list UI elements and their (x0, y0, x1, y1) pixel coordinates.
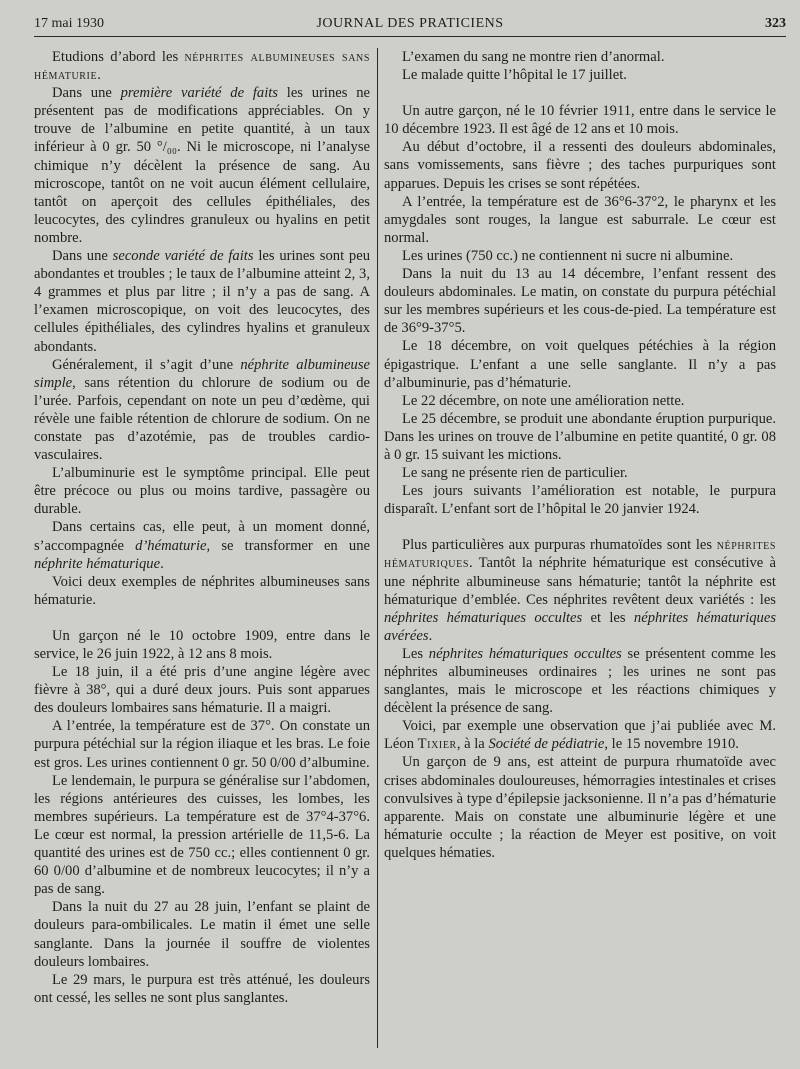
column-divider (377, 48, 378, 1048)
paragraph: A l’entrée, la température est de 37°. On constate un purpura pétéchial sur la région iliaque et les bras. Le foie est gros. Les urines contiennent 0 gr. 50 0/00 d’albumine. (34, 718, 370, 771)
paragraph: Le malade quitte l’hôpital le 17 juillet. (402, 67, 627, 84)
paragraph: Dans certains cas, elle peut, à un moment donné, s’accompagnée d’hématurie, se transformer en une néphrite hématurique. (34, 519, 370, 572)
paragraph: Le sang ne présente rien de particulier. (402, 465, 628, 482)
paragraph: Au début d’octobre, il a ressenti des douleurs abdominales, sans vomissements, sans fièvre ; des taches purpuriques sont apparues. Depuis les crises se sont répétées. (384, 139, 776, 192)
paragraph: Dans la nuit du 13 au 14 décembre, l’enfant ressent des douleurs abdominales. Le matin, on constate du purpura pétéchial sur les membres supérieurs et les cous-de-pied. La température est de 36°9-37°5. (384, 266, 776, 337)
paragraph: Un garçon né le 10 octobre 1909, entre dans le service, le 26 juin 1922, à 12 ans 8 mois. (34, 627, 370, 662)
paragraph: A l’entrée, la température est de 36°6-37°2, le pharynx et les amygdales sont rouges, la langue est saburrale. Le cœur est normal. (384, 193, 776, 246)
paragraph: Voici deux exemples de néphrites albumineuses sans hématurie. (34, 573, 370, 608)
paragraph: Le lendemain, le purpura se généralise sur l’abdomen, les régions antérieures des cuisses, les lombes, les membres supérieurs. La température est de 37°4-37°6. Le cœur est normal, la pression artérielle de 11,5-6. La quantité des urines est de 750 cc.; elles contiennent 0 gr. 60 0/00 d’albumine et de nombreux leucocytes; il n’y a pas de sang. (34, 772, 370, 898)
right-column (384, 48, 776, 862)
paragraph: Etudions d’abord les néphrites albumineuses sans hématurie. (34, 49, 370, 84)
paragraph: Dans une seconde variété de faits les urines sont peu abondantes et troubles ; le taux de l’albumine atteint 2, 3, 4 grammes et plus par litre ; il n’y a pas de sang. A l’examen microscopique, on voit des leucocytes, des cellules épithéliales, des cylindres hyalins et granuleux abondants. (34, 248, 370, 355)
paragraph: Les urines (750 cc.) ne contiennent ni sucre ni albumine. (402, 247, 734, 264)
paragraph: Voici, par exemple une observation que j’ai publiée avec M. Léon Tixier, à la Société de pédiatrie, le 15 novembre 1910. (384, 718, 776, 753)
paragraph: Un garçon de 9 ans, est atteint de purpura rhumatoïde avec crises abdominales douloureuses, hémorragies intestinales et crises convulsives à type d’épilepsie jacksonienne. Il n’a pas d’hématurie apparente. Mais on constate une albuminurie légère et une hématurie occulte ; la réaction de Meyer est positive, on voit quelques hématies. (384, 754, 776, 861)
paragraph: Le 25 décembre, se produit une abondante éruption purpurique. Dans les urines on trouve de l’albumine en petite quantité, 0 gr. 08 à 0 gr. 15 suivant les mictions. (384, 410, 776, 463)
paragraph: L’albuminurie est le symptôme principal. Elle peut être précoce ou plus ou moins tardive, passagère ou durable. (34, 465, 370, 518)
header-journal-title: JOURNAL DES PRATICIENS (316, 16, 504, 31)
paragraph: Le 18 décembre, on voit quelques pétéchies à la région épigastrique. L’enfant a une selle sanglante. Il n’y a pas d’albuminurie, pas d’hématurie. (384, 338, 776, 391)
left-column (34, 48, 370, 1007)
paragraph: Les néphrites hématuriques occultes se présentent comme les néphrites albumineuses ordinaires ; les urines ne sont pas sanglantes, mais le microscope et les réactions chimiques y décèlent la présence de sang. (384, 645, 776, 717)
header-date: 17 mai 1930 (34, 16, 104, 31)
paragraph: Le 22 décembre, on note une amélioration nette. (402, 392, 685, 409)
paragraph: Plus particulières aux purpuras rhumatoïdes sont les néphrites hématuriques. Tantôt la néphrite hématurique est consécutive à une néphrite albumineuse sans hématurie; tantôt la néphrite est hématurique d’emblée. Ces néphrites revêtent deux variétés : les néphrites hématuriques occultes et les néphrites hématuriques avérées. (384, 537, 776, 644)
paragraph: Un autre garçon, né le 10 février 1911, entre dans le service le 10 décembre 1923. Il est âgé de 12 ans et 10 mois. (384, 103, 776, 138)
paragraph: Le 18 juin, il a été pris d’une angine légère avec fièvre à 38°, qui a duré deux jours. Puis sont apparues des douleurs lombaires sans hématurie. Il a maigri. (34, 664, 370, 717)
paragraph: Dans la nuit du 27 au 28 juin, l’enfant se plaint de douleurs para-ombilicales. Le matin il émet une selle sanglante. Dans la journée il souffre de violentes douleurs lombaires. (34, 899, 370, 970)
header-page-number: 323 (765, 16, 786, 31)
page-header (34, 12, 786, 37)
paragraph: Dans une première variété de faits les urines ne présentent pas de modifications appréciables. On y trouve de l’albumine en petite quantité, à un taux inférieur à 0 gr. 50 °/₀₀. Ni le microscope, ni l’analyse chimique n’y décèlent la présence de sang. Au microscope, tantôt on ne voit aucun élément cellulaire, tantôt on aperçoit des cellules épithéliales, des leucocytes, des cylindres granuleux ou hyalins en petit nombre. (34, 85, 370, 246)
paragraph: L’examen du sang ne montre rien d’anormal. (402, 49, 665, 65)
paragraph: Généralement, il s’agit d’une néphrite albumineuse simple, sans rétention du chlorure de sodium ou de l’urée. Parfois, cependant on note un peu d’œdème, qui révèle une faible rétention de chlorure de sodium. On ne constate pas d’azotémie, pas de troubles cardio-vasculaires. (34, 356, 370, 464)
paragraph: Les jours suivants l’amélioration est notable, le purpura disparaît. L’enfant sort de l’hôpital le 20 janvier 1924. (384, 483, 776, 518)
paragraph: Le 29 mars, le purpura est très atténué, les douleurs ont cessé, les selles ne sont plus sanglantes. (34, 971, 370, 1006)
